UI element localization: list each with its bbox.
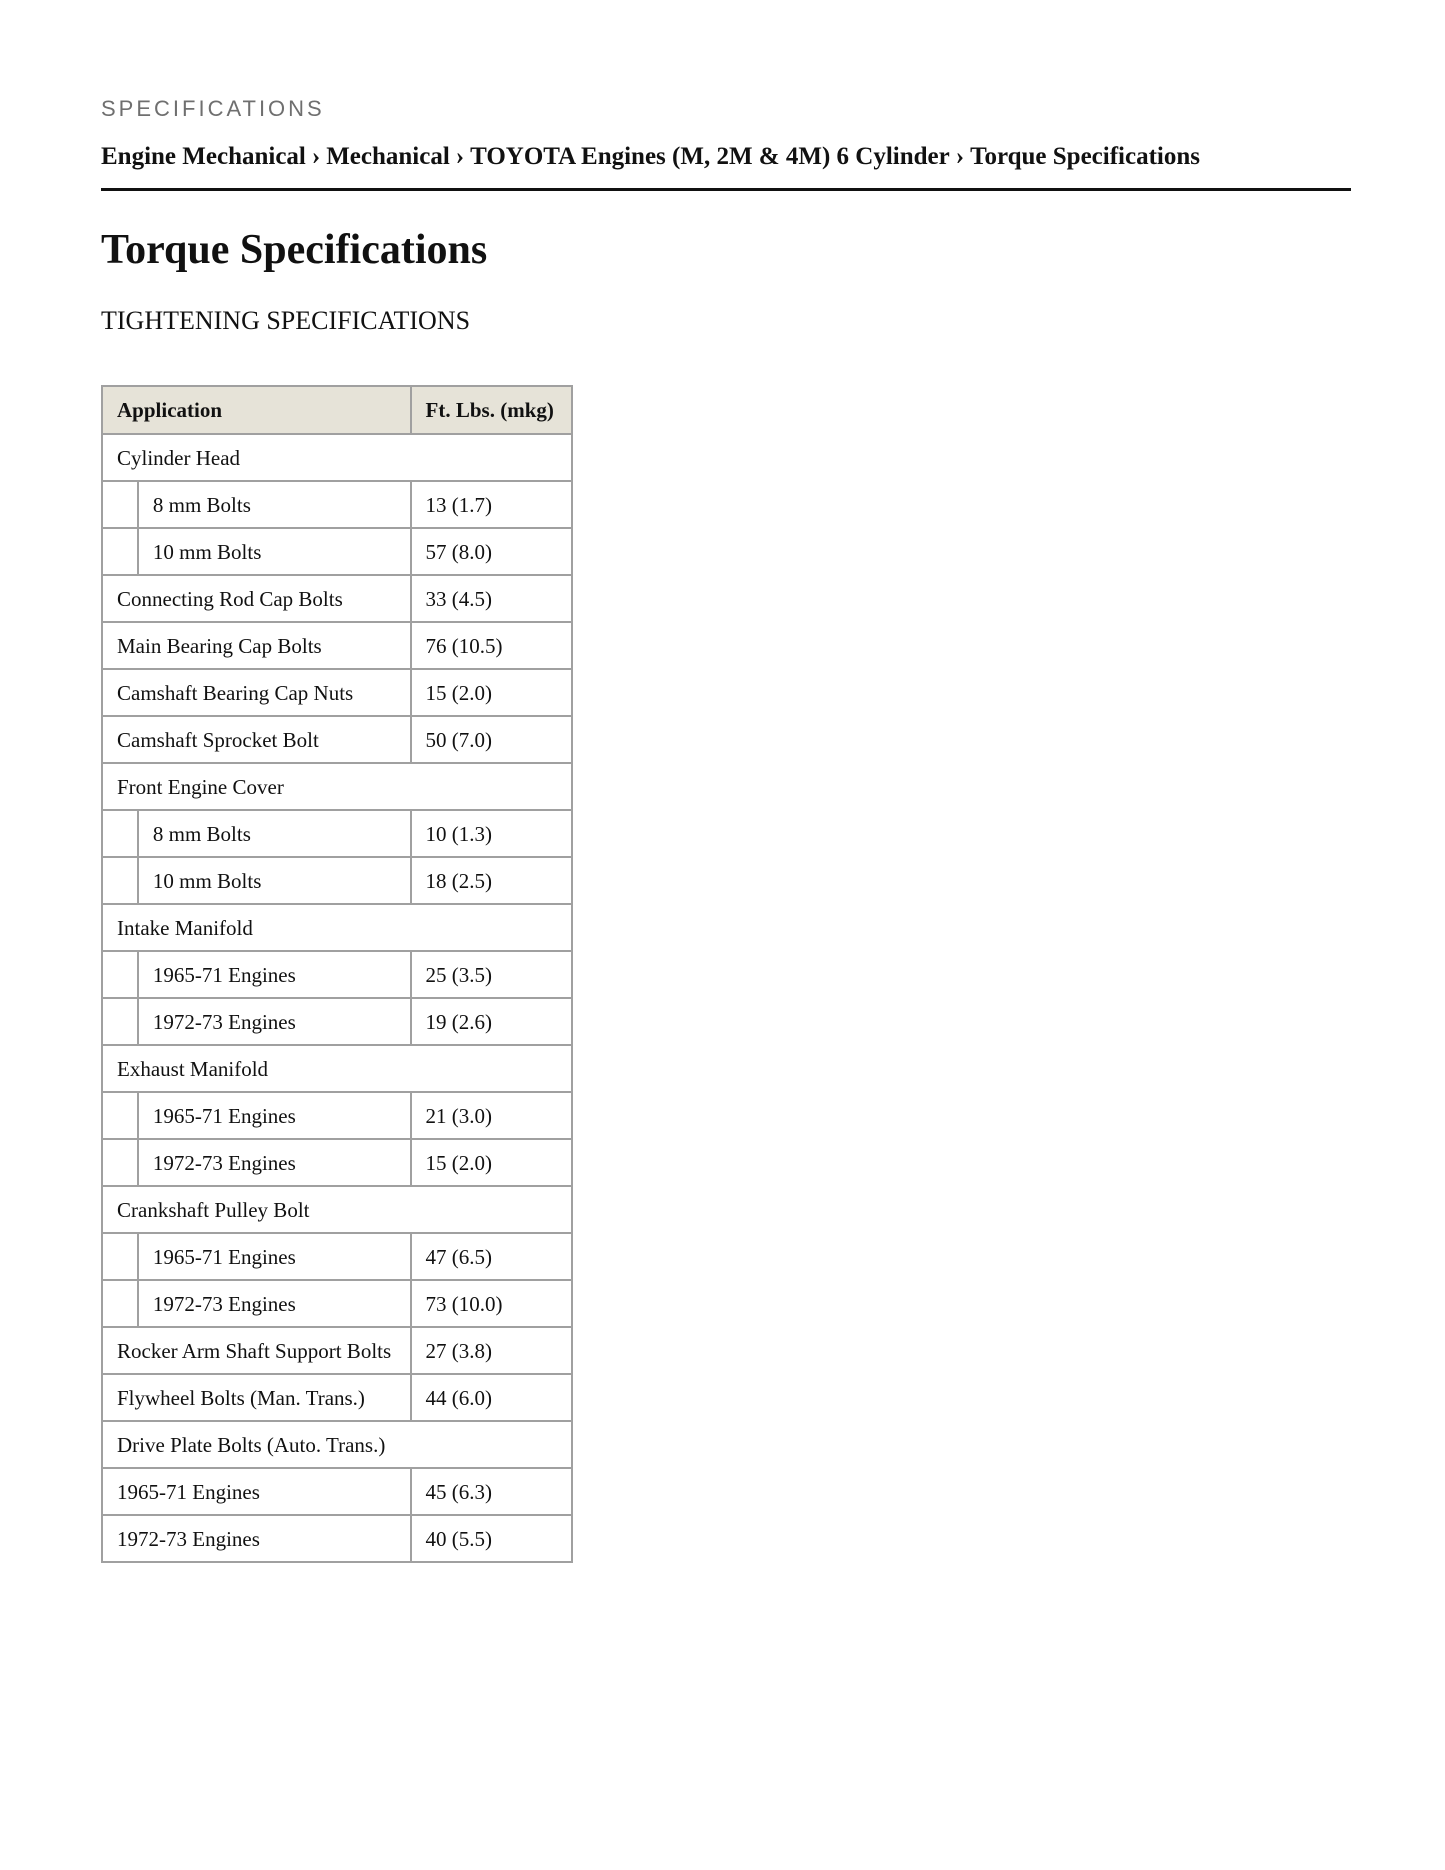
breadcrumb-separator: ›: [955, 143, 965, 170]
group-label: Exhaust Manifold: [102, 1045, 572, 1092]
table-sub-row: [102, 1233, 572, 1280]
table-group-row: [102, 434, 572, 481]
table-group-row: [102, 1045, 572, 1092]
table-group-row: [102, 1421, 572, 1468]
breadcrumb-separator: ›: [455, 143, 465, 170]
table-sub-row: [102, 951, 572, 998]
table-sub-row: [102, 1092, 572, 1139]
table-sub-row: [102, 810, 572, 857]
group-label: Crankshaft Pulley Bolt: [102, 1186, 572, 1233]
table-row: [102, 716, 572, 763]
torque-cell: 10 (1.3): [411, 810, 572, 857]
torque-cell: 25 (3.5): [411, 951, 572, 998]
section-subtitle: TIGHTENING SPECIFICATIONS: [101, 306, 471, 335]
application-cell: 1972-73 Engines: [138, 1280, 411, 1327]
indent-cell: [102, 1233, 138, 1280]
breadcrumb-item[interactable]: Engine Mechanical: [101, 143, 306, 170]
table-header-row: [102, 386, 572, 434]
application-cell: 1972-73 Engines: [138, 998, 411, 1045]
application-cell: Camshaft Sprocket Bolt: [102, 716, 411, 763]
table-row: [102, 575, 572, 622]
torque-cell: 57 (8.0): [411, 528, 572, 575]
table-group-row: [102, 763, 572, 810]
application-cell: Connecting Rod Cap Bolts: [102, 575, 411, 622]
table-group-row: [102, 1186, 572, 1233]
torque-cell: 13 (1.7): [411, 481, 572, 528]
group-label: Front Engine Cover: [102, 763, 572, 810]
table-row: [102, 1468, 572, 1515]
indent-cell: [102, 998, 138, 1045]
table-sub-row: [102, 481, 572, 528]
application-cell: 1965-71 Engines: [102, 1468, 411, 1515]
application-cell: 1972-73 Engines: [102, 1515, 411, 1562]
torque-cell: 19 (2.6): [411, 998, 572, 1045]
breadcrumb-separator: ›: [311, 143, 321, 170]
table-sub-row: [102, 1139, 572, 1186]
breadcrumb-item-current: Torque Specifications: [970, 143, 1200, 170]
table-row: [102, 622, 572, 669]
torque-cell: 33 (4.5): [411, 575, 572, 622]
application-cell: Rocker Arm Shaft Support Bolts: [102, 1327, 411, 1374]
indent-cell: [102, 1092, 138, 1139]
torque-cell: 47 (6.5): [411, 1233, 572, 1280]
application-cell: 1965-71 Engines: [138, 951, 411, 998]
header-divider: [101, 188, 1351, 191]
torque-cell: 50 (7.0): [411, 716, 572, 763]
table-sub-row: [102, 857, 572, 904]
application-cell: 1972-73 Engines: [138, 1139, 411, 1186]
torque-cell: 15 (2.0): [411, 669, 572, 716]
section-label: SPECIFICATIONS: [101, 96, 325, 121]
indent-cell: [102, 810, 138, 857]
torque-cell: 18 (2.5): [411, 857, 572, 904]
indent-cell: [102, 1280, 138, 1327]
document-page: [101, 96, 1351, 1563]
indent-cell: [102, 1139, 138, 1186]
torque-cell: 73 (10.0): [411, 1280, 572, 1327]
table-row: [102, 1515, 572, 1562]
application-cell: 8 mm Bolts: [138, 810, 411, 857]
torque-cell: 27 (3.8): [411, 1327, 572, 1374]
indent-cell: [102, 528, 138, 575]
page-title: Torque Specifications: [101, 227, 488, 273]
application-cell: Flywheel Bolts (Man. Trans.): [102, 1374, 411, 1421]
group-label: Intake Manifold: [102, 904, 572, 951]
torque-cell: 45 (6.3): [411, 1468, 572, 1515]
torque-cell: 15 (2.0): [411, 1139, 572, 1186]
torque-cell: 44 (6.0): [411, 1374, 572, 1421]
table-body: [102, 434, 572, 1562]
application-cell: 10 mm Bolts: [138, 857, 411, 904]
table-row: [102, 1374, 572, 1421]
torque-cell: 21 (3.0): [411, 1092, 572, 1139]
breadcrumb-item[interactable]: TOYOTA Engines (M, 2M & 4M) 6 Cylinder: [470, 143, 950, 170]
application-cell: 8 mm Bolts: [138, 481, 411, 528]
indent-cell: [102, 481, 138, 528]
breadcrumb-item[interactable]: Mechanical: [326, 143, 450, 170]
table-sub-row: [102, 1280, 572, 1327]
application-cell: 1965-71 Engines: [138, 1092, 411, 1139]
torque-spec-table: [101, 385, 573, 1563]
group-label: Cylinder Head: [102, 434, 572, 481]
group-label: Drive Plate Bolts (Auto. Trans.): [102, 1421, 572, 1468]
table-sub-row: [102, 528, 572, 575]
application-cell: Camshaft Bearing Cap Nuts: [102, 669, 411, 716]
table-row: [102, 669, 572, 716]
indent-cell: [102, 951, 138, 998]
breadcrumb: [101, 140, 1351, 174]
application-cell: 10 mm Bolts: [138, 528, 411, 575]
table-sub-row: [102, 998, 572, 1045]
indent-cell: [102, 857, 138, 904]
header-application: Application: [102, 386, 411, 434]
torque-cell: 40 (5.5): [411, 1515, 572, 1562]
header-torque: Ft. Lbs. (mkg): [411, 386, 572, 434]
application-cell: Main Bearing Cap Bolts: [102, 622, 411, 669]
table-group-row: [102, 904, 572, 951]
torque-cell: 76 (10.5): [411, 622, 572, 669]
application-cell: 1965-71 Engines: [138, 1233, 411, 1280]
table-row: [102, 1327, 572, 1374]
